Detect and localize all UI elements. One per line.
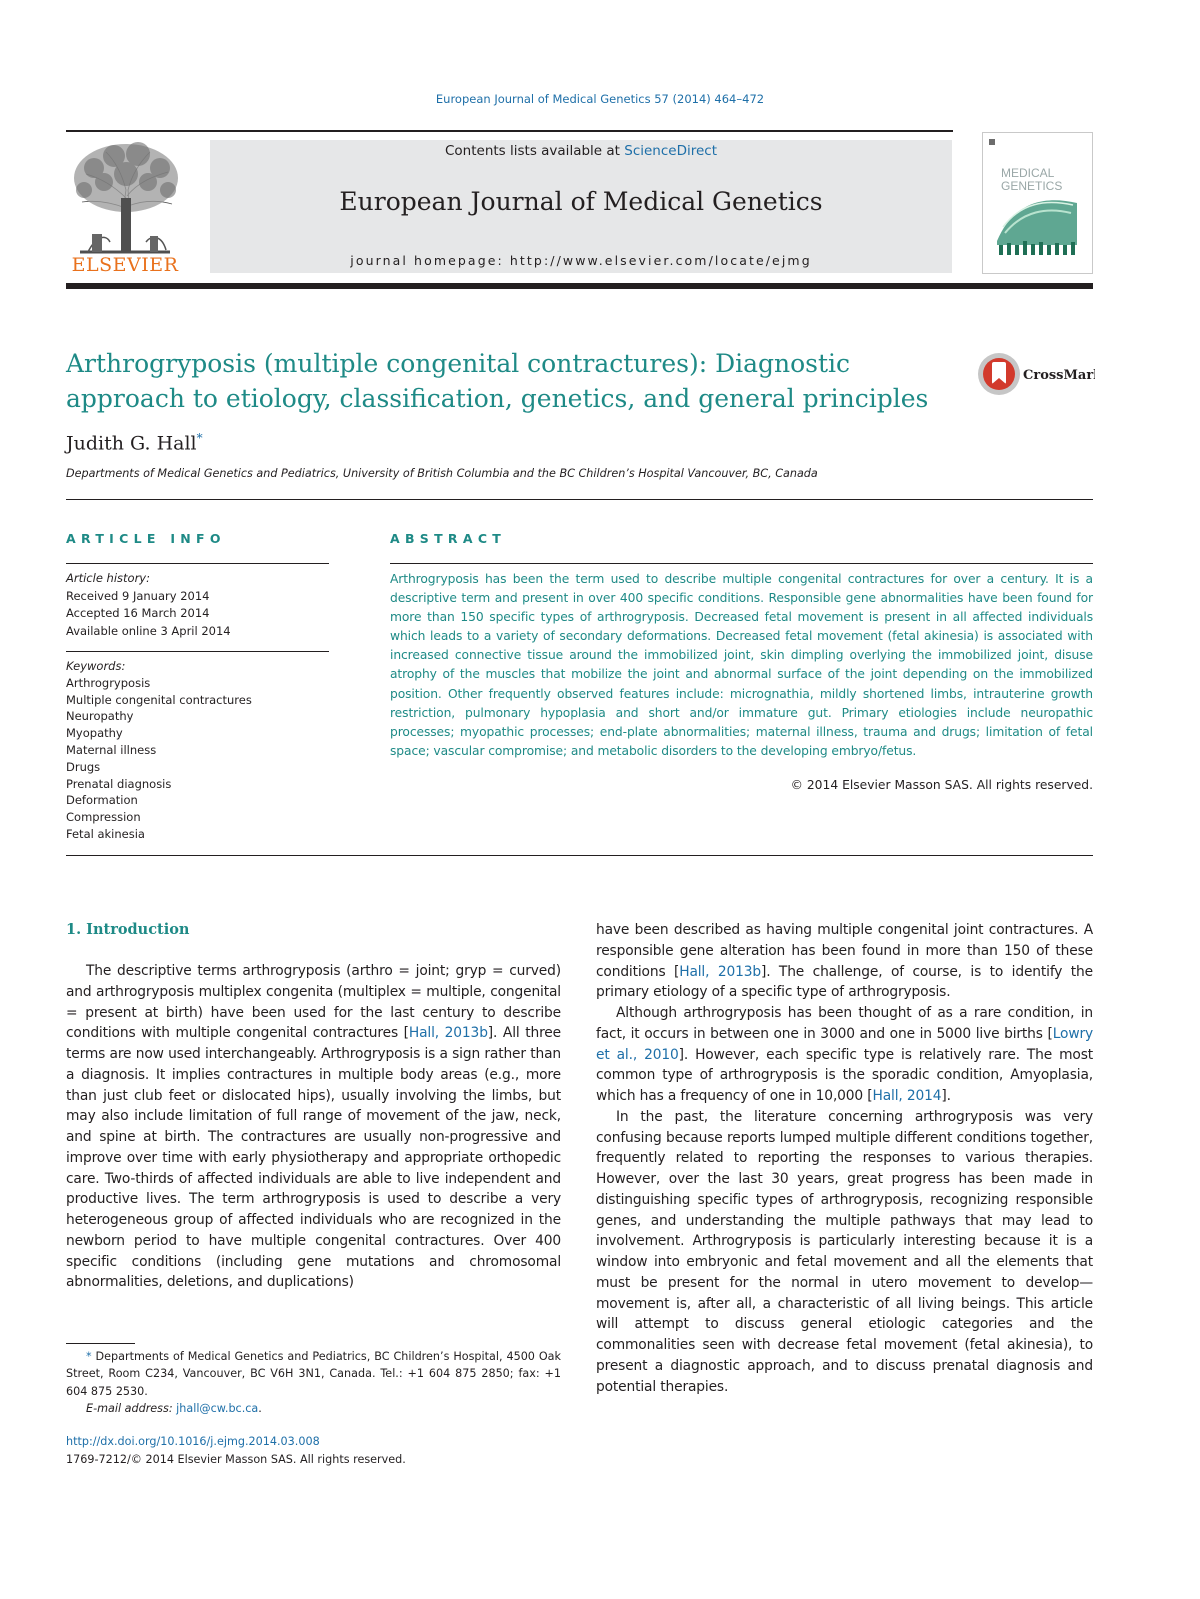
running-head[interactable]: European Journal of Medical Genetics 57 (2014) 464–472 (435, 92, 765, 106)
keyword-item: Prenatal diagnosis (66, 776, 172, 791)
intro-text-c: have been described as having multiple congenital joint contractures. A responsible gene alteration has been found in more than 150 of these conditions [ (596, 922, 1093, 980)
affiliation-rule (66, 499, 1093, 500)
keywords-label: Keywords: (66, 659, 126, 673)
issn-copyright: 1769-7212/© 2014 Elsevier Masson SAS. All rights reserved. (66, 1453, 406, 1466)
crossmark-label: CrossMark (1023, 368, 1095, 383)
author-text: Judith G. Hall (66, 432, 197, 455)
article-history (66, 570, 329, 640)
email-link[interactable]: jhall@cw.bc.ca (176, 1401, 259, 1415)
keywords-rule (66, 651, 329, 652)
intro-paragraph-2 (596, 1003, 1093, 1107)
article-info-rule (66, 563, 329, 564)
keyword-item: Multiple congenital contractures (66, 692, 252, 707)
doi-link[interactable]: http://dx.doi.org/10.1016/j.ejmg.2014.03.008 (66, 1435, 320, 1448)
contents-line (210, 143, 952, 159)
title-line-1: Arthrogryposis (multiple congenital contractures): Diagnostic (66, 349, 851, 378)
masthead-rule (66, 283, 1093, 289)
crossmark-badge[interactable] (975, 352, 1095, 396)
section-heading-introduction: 1. Introduction (66, 921, 190, 938)
intro-text-g: ]. (941, 1088, 951, 1104)
abstract-rule (390, 563, 1093, 564)
footnote-address (66, 1348, 561, 1400)
keywords-list (66, 658, 329, 843)
author-footnote-mark[interactable]: * (196, 431, 203, 445)
footnote-rule (66, 1343, 135, 1344)
journal-homepage (210, 253, 952, 268)
elsevier-wordmark: ELSEVIER (71, 254, 179, 276)
cover-title-1: MEDICAL (1001, 166, 1055, 180)
keyword-item: Fetal akinesia (66, 826, 145, 841)
journal-masthead (210, 140, 952, 273)
abstract-heading: ABSTRACT (390, 531, 507, 546)
corresponding-author-footnote (66, 1348, 561, 1417)
intro-text-a: The descriptive terms arthrogryposis (arthro = joint; gryp = curved) and arthrogryposis multiplex congenita (multiplex = multiple, congenital = present at birth) have been used for the last century to describe conditions with multiple congenital contractures [ (66, 963, 561, 1042)
homepage-url[interactable]: http://www.elsevier.com/locate/ejmg (509, 253, 812, 268)
intro-text-b: ]. All three terms are now used interchangeably. Arthrogryposis is a sign rather than a diagnosis. It implies contractures in multiple body areas (e.g., more than just club feet or dislocated hips), usually involving the limbs, but may also include limitation of full range of movement of the jaw, neck, and spine at birth. The contractures are usually non-progressive and improve over time with early physiotherapy and appropriate orthopedic care. Two-thirds of affected individuals are able to live independent and productive lives. The term arthrogryposis is used to describe a very heterogeneous group of affected individuals who are recognized in the newborn period to have multiple congenital contractures. Over 400 specific conditions (including gene mutations and chromosomal abnormalities, deletions, and duplications) (66, 1025, 561, 1291)
homepage-prefix: journal homepage: (350, 253, 510, 268)
article-title (66, 346, 956, 416)
body-column-right (596, 920, 1093, 1397)
article-info-heading: ARTICLE INFO (66, 531, 226, 546)
keyword-item: Arthrogryposis (66, 675, 151, 690)
keyword-item: Neuropathy (66, 709, 134, 724)
history-online: Available online 3 April 2014 (66, 623, 231, 638)
intro-text-e: Although arthrogryposis has been thought of as a rare condition, in fact, it occurs in between one in 3000 and one in 5000 live births [ (596, 1005, 1093, 1042)
intro-paragraph-1-cont (596, 920, 1093, 1003)
journal-cover-thumbnail[interactable] (982, 132, 1093, 274)
sciencedirect-link[interactable]: ScienceDirect (624, 143, 718, 159)
contents-prefix: Contents lists available at (444, 143, 625, 159)
author-affiliation: Departments of Medical Genetics and Pediatrics, University of British Columbia and the BC Children’s Hospital Vancouver, BC, Canada (66, 467, 818, 480)
keyword-item: Deformation (66, 793, 138, 808)
journal-name: European Journal of Medical Genetics (339, 187, 823, 216)
intro-text-f: ]. However, each specific type is relatively rare. The most common type of arthrogryposis is the sporadic condition, Amyoplasia, which has a frequency of one in 10,000 [ (596, 1046, 1094, 1104)
author-name (66, 431, 203, 454)
intro-paragraph-1 (66, 961, 561, 1293)
keyword-item: Maternal illness (66, 742, 157, 757)
title-line-2: approach to etiology, classification, genetics, and general principles (66, 384, 929, 413)
history-accepted: Accepted 16 March 2014 (66, 606, 210, 620)
abstract-text: Arthrogryposis has been the term used to describe multiple congenital contractures for over a century. It is a descriptive term and present in over 400 specific conditions. Responsible gene abnormalities have been found for more than 150 specific types of arthrogryposis. Decreased fetal movement is present in all affected individuals which leads to a variety of secondary deformations. Decreased fetal movement (fetal akinesia) is associated with increased connective tissue around the immobilized joint, skin dimpling overlying the immobilized joint, disuse atrophy of the muscles that mobilize the joint and abnormal surface of the joint depending on the immobilized position. Other frequently observed features include: micrognathia, mildly shortened limbs, intrauterine growth restriction, pulmonary hypoplasia and short and/or immature gut. Primary etiologies include neuropathic processes; myopathic processes; end-plate abnormalities; maternal illness, trauma and drugs; limitation of fetal space; vascular compromise; and metabolic disorders to the developing embryo/fetus. (390, 572, 1093, 758)
footnote-text: Departments of Medical Genetics and Pediatrics, BC Children’s Hospital, 4500 Oak Street, Room C234, Vancouver, BC V6H 3N1, Canada. Tel.: +1 604 875 2850; fax: +1 604 875 2530. (66, 1350, 561, 1398)
cover-title-2: GENETICS (1001, 179, 1063, 193)
intro-text-d: ]. The challenge, of course, is to identify the primary etiology of a specific type of arthrogryposis. (596, 963, 1093, 1001)
abstract-copyright: © 2014 Elsevier Masson SAS. All rights reserved. (790, 778, 1093, 792)
ref-link[interactable]: Lowry et al., 2010 (596, 1025, 1093, 1063)
footnote-mark[interactable]: * (86, 1350, 92, 1363)
keyword-item: Drugs (66, 759, 101, 774)
history-label: Article history: (66, 571, 150, 585)
crossmark-icon (975, 352, 1095, 396)
history-received: Received 9 January 2014 (66, 588, 210, 603)
cover-art (983, 133, 1093, 274)
keyword-item: Myopathy (66, 726, 123, 741)
footnote-email (66, 1400, 561, 1417)
top-rule (66, 130, 953, 132)
email-label: E-mail address: (86, 1401, 177, 1415)
abstract-bottom-rule (66, 855, 1093, 856)
ref-link[interactable]: Hall, 2013b (679, 963, 761, 980)
email-period: . (258, 1401, 262, 1415)
ref-link[interactable]: Hall, 2013b (408, 1025, 488, 1042)
body-column-left (66, 961, 561, 1293)
keyword-item: Compression (66, 810, 141, 825)
ref-link[interactable]: Hall, 2014 (872, 1088, 942, 1104)
intro-paragraph-3: In the past, the literature concerning arthrogryposis was very confusing because reports lumped multiple different conditions together, frequently related to reporting the responses to various therapies. However, over the last 30 years, great progress has been made in distinguishing specific types of arthrogryposis, recognizing responsible genes, and understanding the multiple pathways that may lead to involvement. Arthrogryposis is particularly interesting because it is a window into embryonic and fetal movement and all the elements that must be present for the normal in utero movement to develop—movement is, after all, a characteristic of all living beings. This article will attempt to discuss general etiologic categories and the commonalities seen with decrease fetal movement (fetal akinesia), to present a diagnostic approach, and to discuss prenatal diagnosis and potential therapies. (596, 1108, 1093, 1395)
